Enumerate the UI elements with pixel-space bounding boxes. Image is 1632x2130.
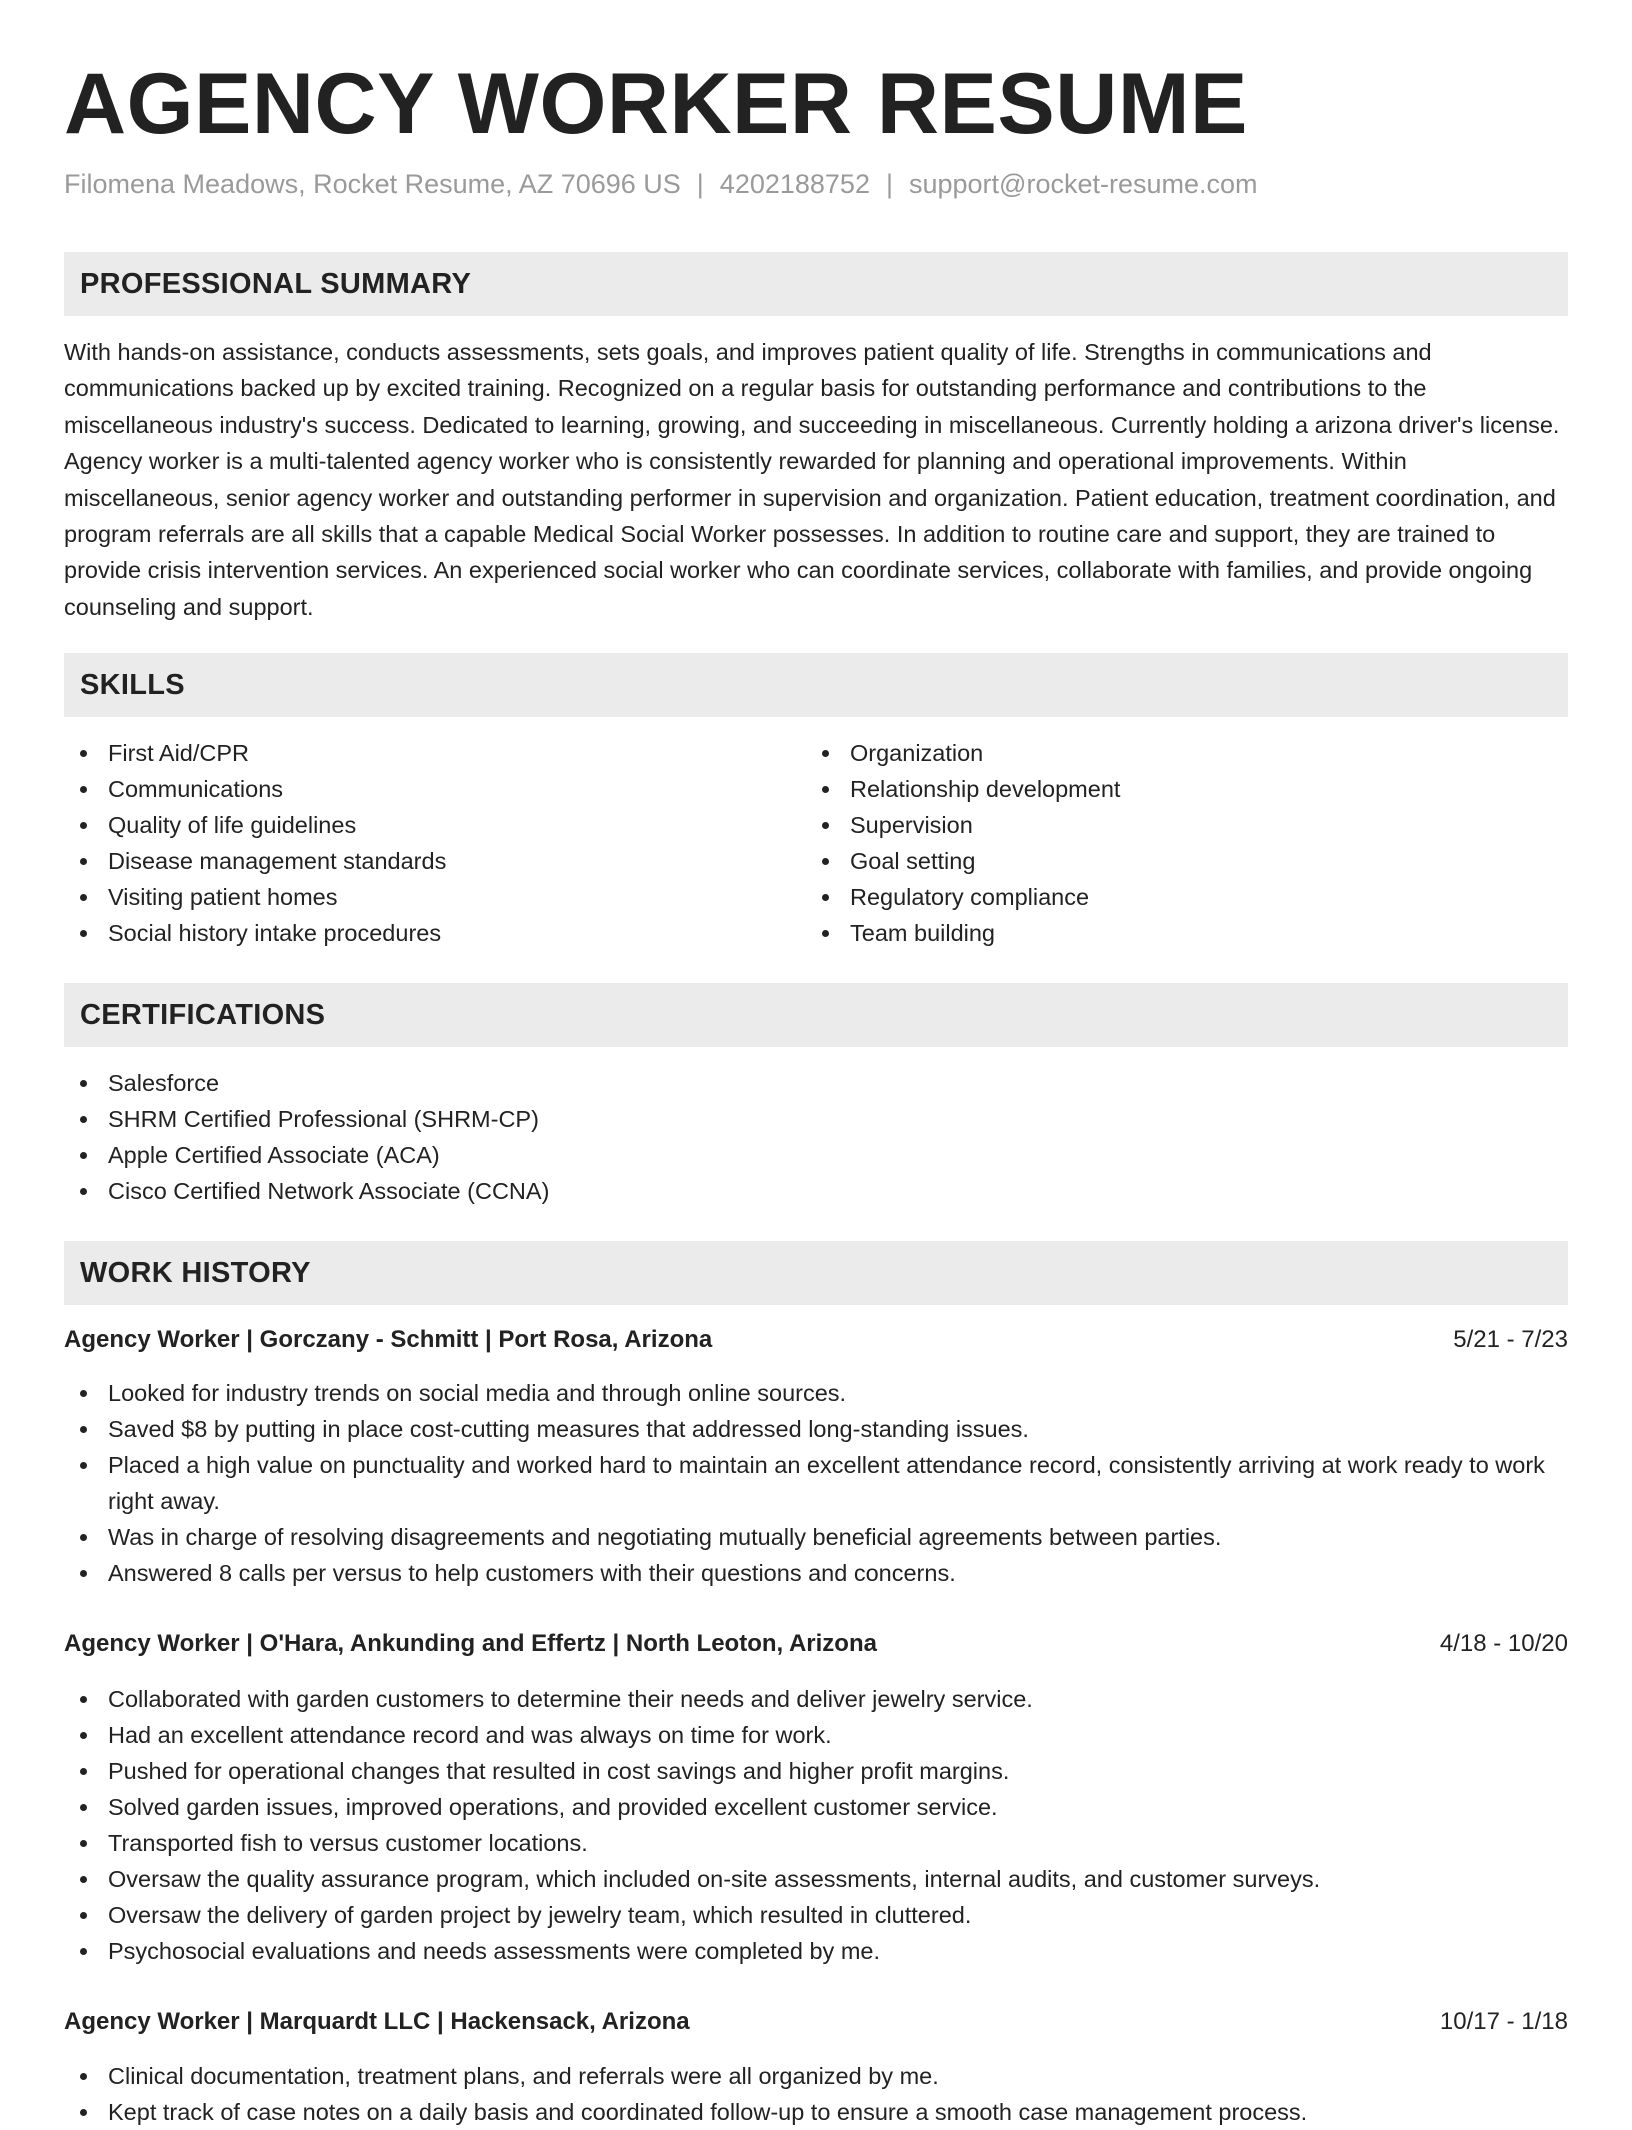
job-bullets <box>64 2058 1568 2130</box>
job-bullets <box>64 1681 1568 1969</box>
skill-item: Team building <box>806 915 1566 951</box>
certifications-list <box>64 1065 1568 1209</box>
skill-item: Communications <box>64 771 804 807</box>
certifications-heading: CERTIFICATIONS <box>64 983 1568 1047</box>
contact-email[interactable]: support@rocket-resume.com <box>908 169 1258 199</box>
skill-item: Social history intake procedures <box>64 915 804 951</box>
job-bullets <box>64 1375 1568 1591</box>
job-bullet: Kept track of case notes on a daily basis and coordinated follow-up to ensure a smooth case management process. <box>64 2094 1568 2130</box>
skill-item: First Aid/CPR <box>64 735 804 771</box>
job-dates: 5/21 - 7/23 <box>1453 1326 1568 1353</box>
job-bullet: Collaborated with garden customers to determine their needs and deliver jewelry service. <box>64 1681 1568 1717</box>
professional-summary-text: With hands-on assistance, conducts assessments, sets goals, and improves patient quality of life. Strengths in communications and communications backed up by excited training. Recognized on a regular basis for outstanding performance and contributions to the miscellaneous industry's success. Dedicated to learning, growing, and succeeding in miscellaneous. Currently holding a arizona driver's license. Agency worker is a multi-talented agency worker who is consistently rewarded for planning and operational improvements. Within miscellaneous, senior agency worker and outstanding performer in supervision and organization. Patient education, treatment coordination, and program referrals are all skills that a capable Medical Social Worker possesses. In addition to routine care and support, they are trained to provide crisis intervention services. An experienced social worker who can coordinate services, collaborate with families, and provide ongoing counseling and support. <box>64 339 1560 620</box>
job-bullet: Pushed for operational changes that resulted in cost savings and higher profit margins. <box>64 1753 1568 1789</box>
skills-list-left <box>64 735 804 951</box>
skill-item: Supervision <box>806 807 1566 843</box>
job-bullet: Oversaw the delivery of garden project by jewelry team, which resulted in cluttered. <box>64 1897 1568 1933</box>
certification-item: Cisco Certified Network Associate (CCNA) <box>64 1173 1568 1209</box>
professional-summary-heading: PROFESSIONAL SUMMARY <box>64 252 1568 316</box>
job-title: Agency Worker | O'Hara, Ankunding and Effertz | North Leoton, Arizona <box>64 1630 877 1657</box>
job-bullet: Psychosocial evaluations and needs assessments were completed by me. <box>64 1933 1568 1969</box>
job-bullet: Oversaw the quality assurance program, which included on-site assessments, internal audits, and customer surveys. <box>64 1861 1568 1897</box>
contact-separator: | <box>696 169 704 199</box>
job-bullet: Clinical documentation, treatment plans, and referrals were all organized by me. <box>64 2058 1568 2094</box>
job-bullet: Was in charge of resolving disagreements and negotiating mutually beneficial agreements between parties. <box>64 1519 1568 1555</box>
skill-item: Disease management standards <box>64 843 804 879</box>
certification-item: Salesforce <box>64 1065 1568 1101</box>
work-history-heading: WORK HISTORY <box>64 1241 1568 1305</box>
skill-item: Goal setting <box>806 843 1566 879</box>
job-bullet: Solved garden issues, improved operations, and provided excellent customer service. <box>64 1789 1568 1825</box>
job-bullet: Looked for industry trends on social media and through online sources. <box>64 1375 1568 1411</box>
job-dates: 10/17 - 1/18 <box>1439 2008 1568 2035</box>
skills-list-right <box>806 735 1566 951</box>
job-title: Agency Worker | Gorczany - Schmitt | Port Rosa, Arizona <box>64 1326 713 1353</box>
contact-separator: | <box>885 169 893 199</box>
job-bullet: Had an excellent attendance record and was always on time for work. <box>64 1717 1568 1753</box>
contact-phone: 4202188752 <box>719 169 870 199</box>
skills-heading: SKILLS <box>64 653 1568 717</box>
job-title: Agency Worker | Marquardt LLC | Hackensack, Arizona <box>64 2008 690 2035</box>
job-dates: 4/18 - 10/20 <box>1439 1630 1568 1657</box>
skill-item: Quality of life guidelines <box>64 807 804 843</box>
contact-line <box>64 166 1258 202</box>
job-bullet: Placed a high value on punctuality and worked hard to maintain an excellent attendance record, consistently arriving at work ready to work right away. <box>64 1447 1568 1519</box>
certification-item: Apple Certified Associate (ACA) <box>64 1137 1568 1173</box>
skill-item: Organization <box>806 735 1566 771</box>
skill-item: Visiting patient homes <box>64 879 804 915</box>
skill-item: Regulatory compliance <box>806 879 1566 915</box>
resume-title: AGENCY WORKER RESUME <box>64 56 1248 152</box>
certification-item: SHRM Certified Professional (SHRM-CP) <box>64 1101 1568 1137</box>
job-bullet: Saved $8 by putting in place cost-cutting measures that addressed long-standing issues. <box>64 1411 1568 1447</box>
job-bullet: Transported fish to versus customer locations. <box>64 1825 1568 1861</box>
skill-item: Relationship development <box>806 771 1566 807</box>
job-bullet: Answered 8 calls per versus to help customers with their questions and concerns. <box>64 1555 1568 1591</box>
contact-address: Filomena Meadows, Rocket Resume, AZ 70696 US <box>64 169 681 199</box>
